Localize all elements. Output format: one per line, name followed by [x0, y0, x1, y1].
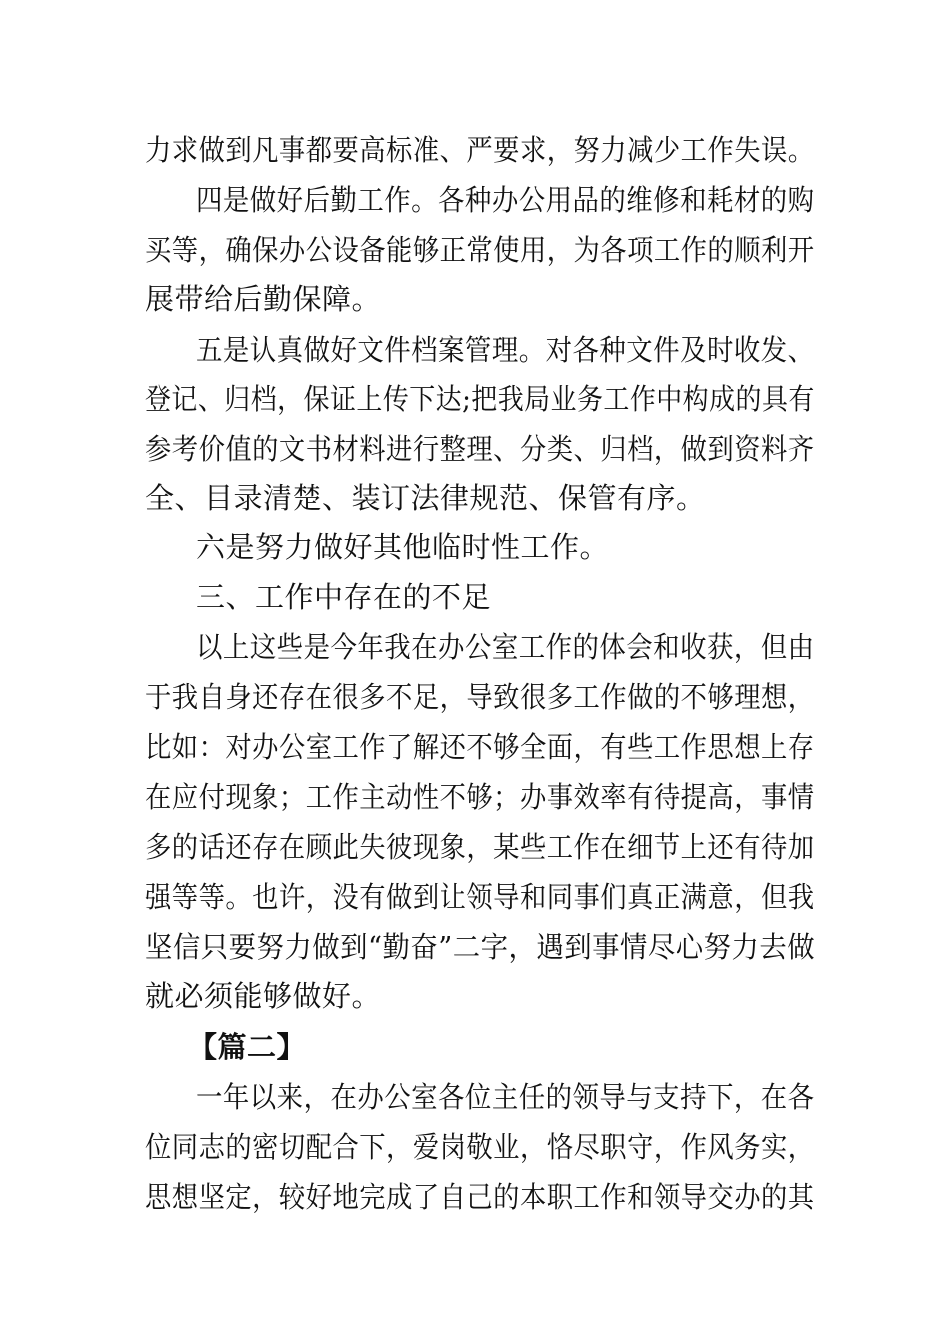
text-line: 强等等。也许，没有做到让领导和同事们真正满意，但我: [145, 880, 815, 914]
text-line: 一年以来，在办公室各位主任的领导与支持下，在各: [196, 1080, 815, 1114]
text-line: 六是努力做好其他临时性工作。: [196, 530, 610, 564]
text-line: 五是认真做好文件档案管理。对各种文件及时收发、: [196, 333, 815, 367]
text-line: 位同志的密切配合下，爱岗敬业，恪尽职守，作风务实，: [145, 1130, 815, 1164]
chapter-heading: 【篇二】: [188, 1030, 307, 1064]
section-heading: 三、工作中存在的不足: [196, 580, 492, 614]
text-line: 全、目录清楚、装订法律规范、保管有序。: [145, 481, 706, 515]
text-line: 以上这些是今年我在办公室工作的体会和收获，但由: [196, 630, 815, 664]
text-line: 展带给后勤保障。: [145, 282, 382, 316]
text-line: 参考价值的文书材料进行整理、分类、归档，做到资料齐: [145, 432, 815, 466]
text-line: 思想坚定，较好地完成了自己的本职工作和领导交办的其: [145, 1180, 815, 1214]
text-line: 比如：对办公室工作了解还不够全面，有些工作思想上存: [145, 730, 815, 764]
text-line: 四是做好后勤工作。各种办公用品的维修和耗材的购: [196, 183, 815, 217]
text-line: 力求做到凡事都要高标准、严要求，努力减少工作失误。: [145, 133, 815, 167]
text-line: 就必须能够做好。: [145, 979, 382, 1013]
text-line: 于我自身还存在很多不足，导致很多工作做的不够理想，: [145, 680, 815, 714]
text-line: 在应付现象；工作主动性不够；办事效率有待提高，事情: [145, 780, 815, 814]
text-line: 买等，确保办公设备能够正常使用，为各项工作的顺利开: [145, 233, 815, 267]
text-line: 多的话还存在顾此失彼现象，某些工作在细节上还有待加: [145, 830, 815, 864]
text-line: 坚信只要努力做到“勤奋”二字，遇到事情尽心努力去做: [145, 930, 816, 964]
text-line: 登记、归档，保证上传下达;把我局业务工作中构成的具有: [145, 382, 815, 416]
